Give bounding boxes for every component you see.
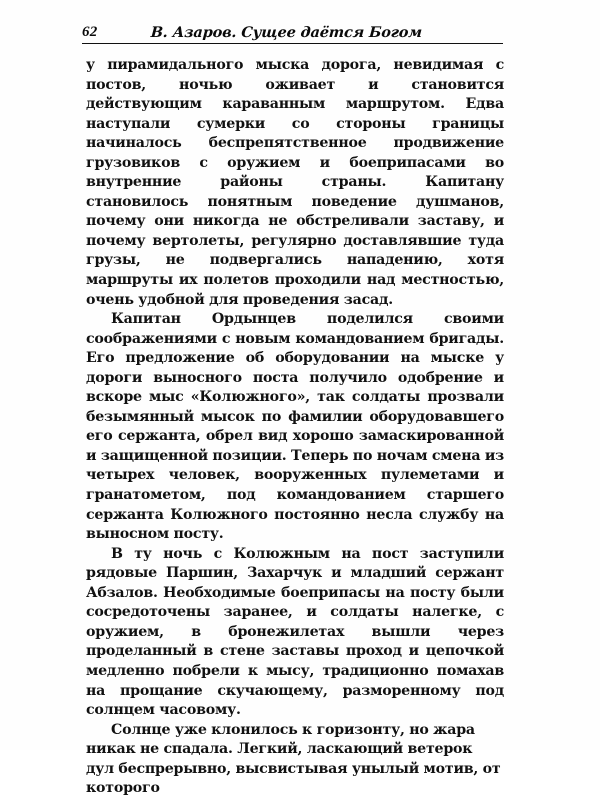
running-title: В. Азаров. Сущее даётся Богом xyxy=(150,23,423,41)
running-header xyxy=(82,18,503,44)
page-number: 62 xyxy=(82,24,98,40)
paragraph: у пирамидального мыска дорога, невидимая с постов, ночью оживает и становится действующим караванным маршрутом. Едва наступали сумерки со стороны границы начиналось беспрепятственное продвижение грузовиков с оружием и боеприпасами во внутренние районы страны. Капитану становилось понятным поведение душманов, почему они никогда не обстреливали заставу, и почему вертолеты, регулярно доставлявшие туда грузы, не подвергались нападению, хотя маршруты их полетов проходили над местностью, очень удобной для проведения засад. xyxy=(86,57,504,308)
paragraph: Солнце уже клонилось к горизонту, но жара никак не спадала. Легкий, ласкающий ветерок дул беспрерывно, высвистывая унылый мотив, от которого xyxy=(86,721,501,797)
paragraph: В ту ночь с Колюжным на пост заступили рядовые Паршин, Захарчук и младший сержант Абзалов. Необходимые боеприпасы на посту были сосредоточены заранее, и солдаты налегке, с оружием, в бронежилетах вышли через проделанный в стене заставы проход и цепочкой медленно побрели к мысу, традиционно помахав на прощание скучающему, разморенному под солнцем часовому. xyxy=(86,545,504,719)
body-text-block xyxy=(86,56,504,799)
paragraph: Капитан Ордынцев поделился своими соображениями с новым командованием бригады. Его предложение об оборудовании на мыске у дороги выносного поста получило одобрение и вскоре мыс «Колюжного», так солдаты прозвали безымянный мысок по фамилии оборудовавшего его сержанта, обрел вид хорошо замаскированной и защищенной позиции. Теперь по ночам смена из четырех человек, вооруженных пулеметами и гранатометом, под командованием старшего сержанта Колюжного постоянно несла службу на выносном посту. xyxy=(86,311,505,543)
